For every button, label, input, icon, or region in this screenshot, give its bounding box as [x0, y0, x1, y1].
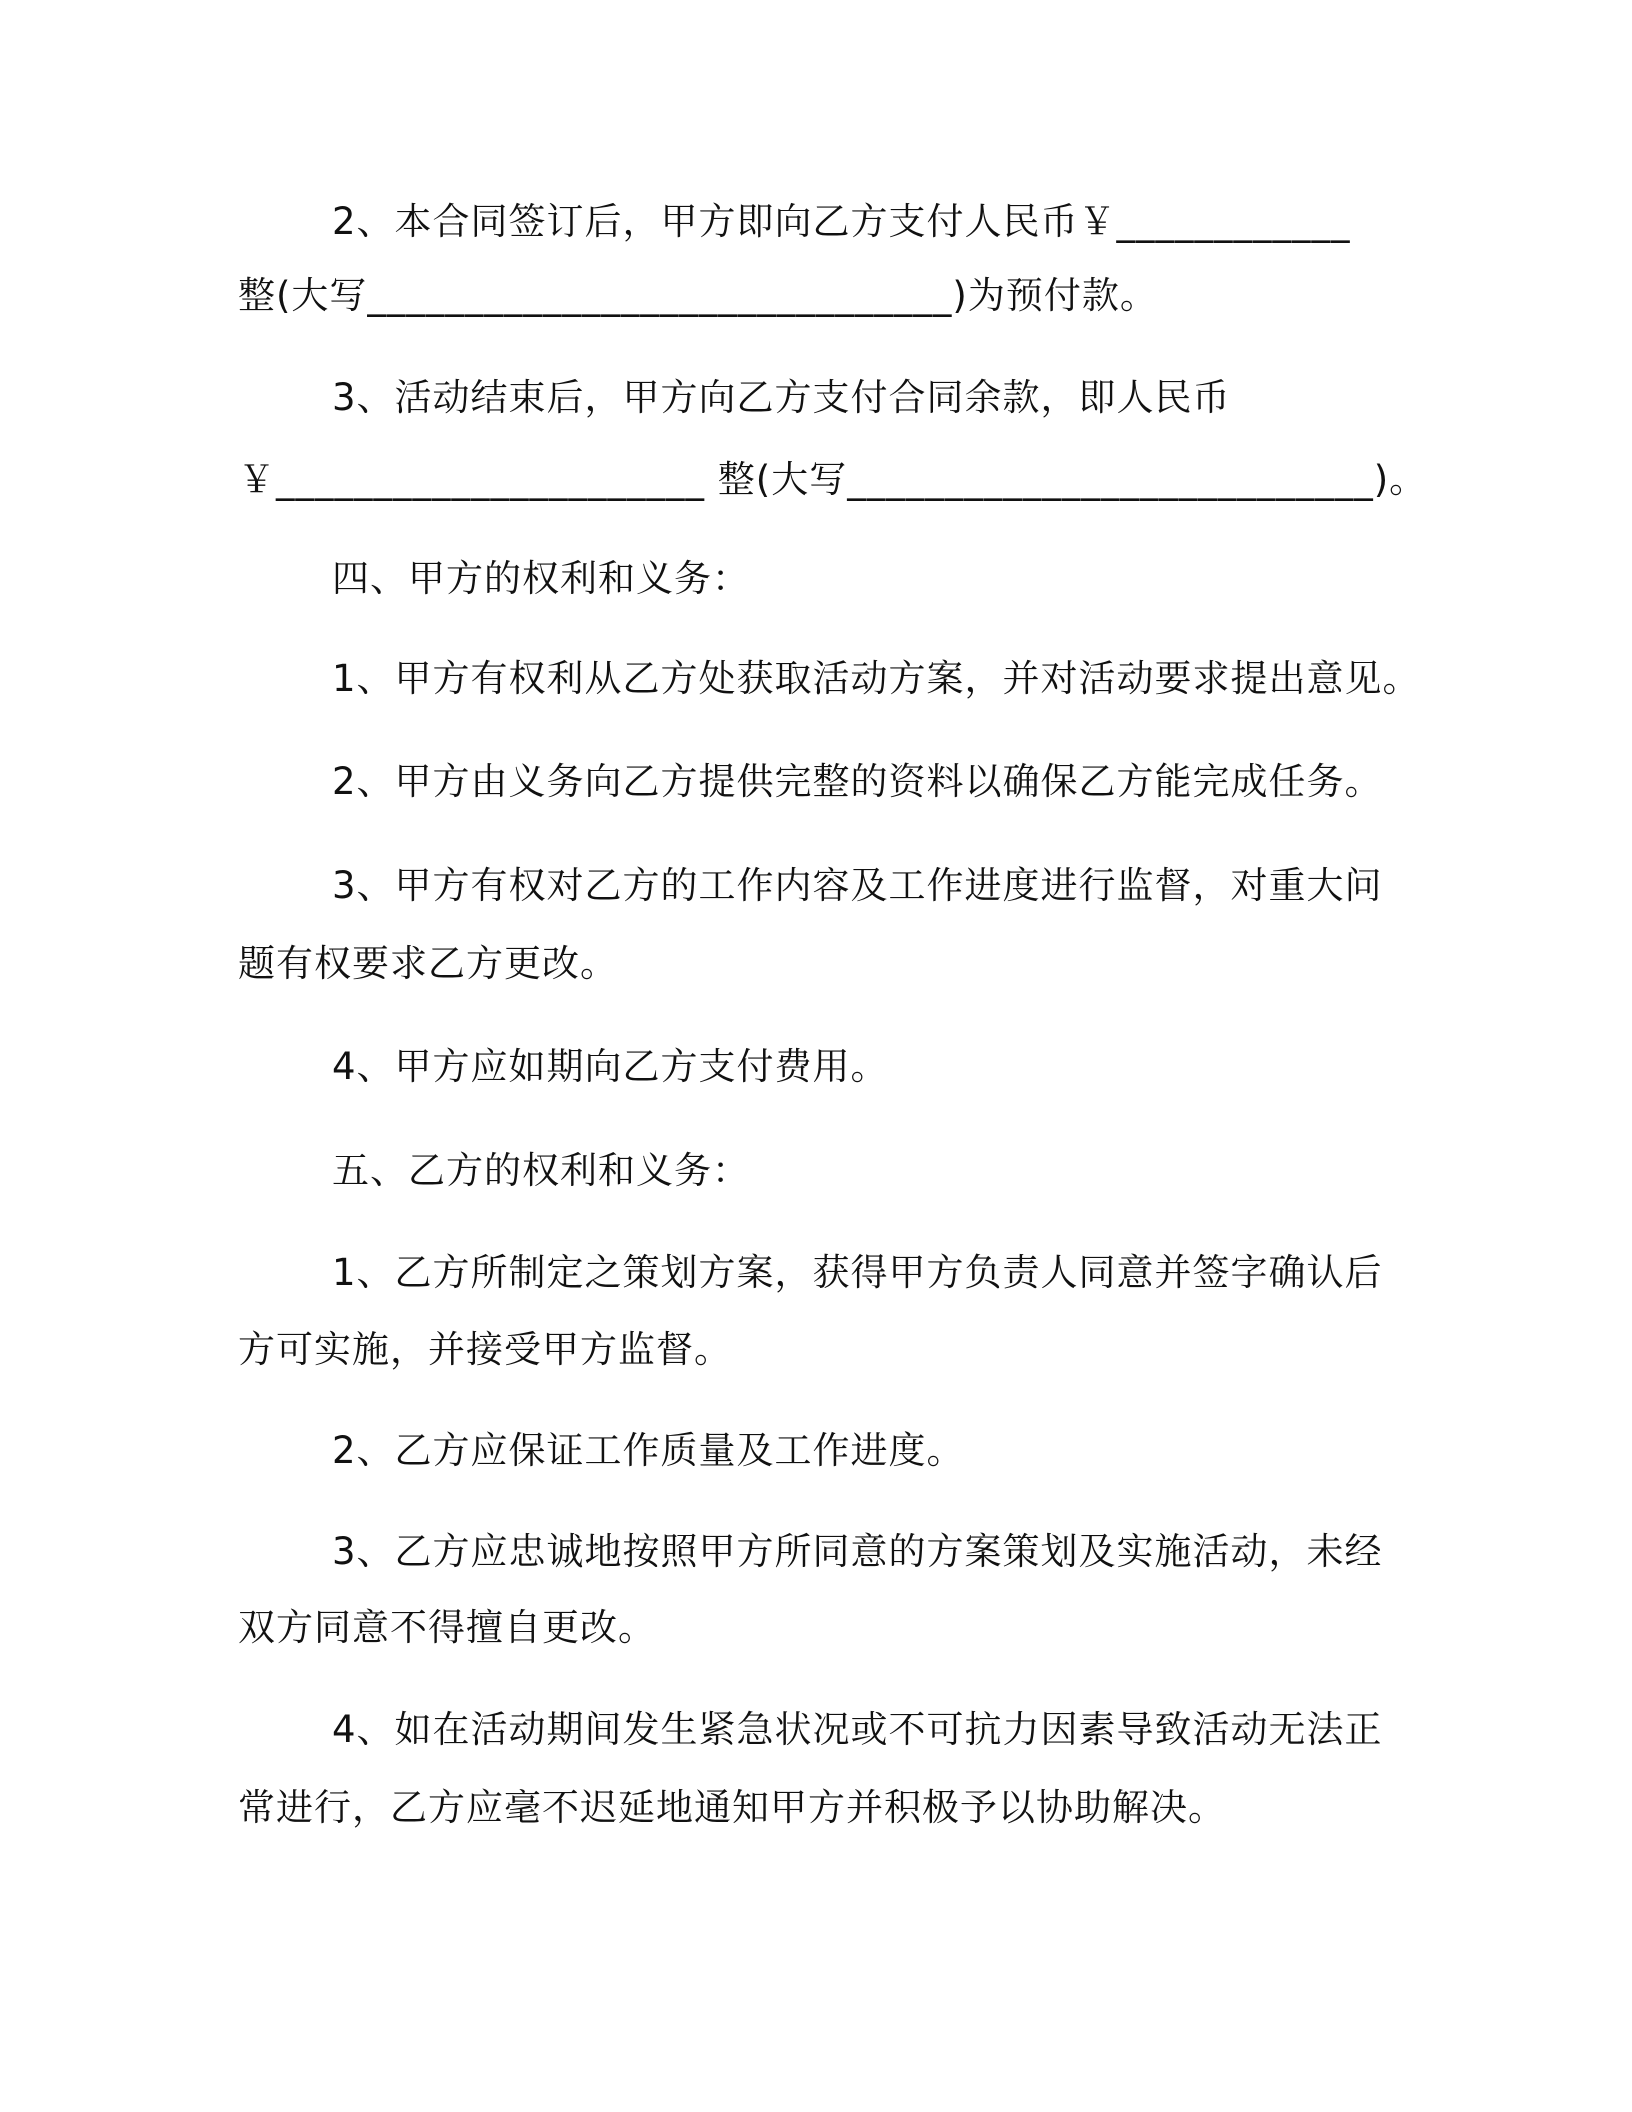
party-b-clause-1-line-2: 方可实施，并接受甲方监督。 — [238, 1328, 732, 1371]
party-a-clause-3-line-2: 题有权要求乙方更改。 — [238, 942, 618, 985]
party-a-clause-1: 1、甲方有权利从乙方处获取活动方案，并对活动要求提出意见。 — [332, 657, 1421, 700]
party-a-clause-2: 2、甲方由义务向乙方提供完整的资料以确保乙方能完成任务。 — [332, 760, 1383, 803]
party-b-clause-4-line-1: 4、如在活动期间发生紧急状况或不可抗力因素导致活动无法正 — [332, 1708, 1383, 1751]
party-b-clause-2: 2、乙方应保证工作质量及工作进度。 — [332, 1429, 965, 1472]
payment-clause-2-line-2: 整(大写______________________________)为预付款。 — [238, 274, 1158, 317]
party-a-clause-3-line-1: 3、甲方有权对乙方的工作内容及工作进度进行监督，对重大问 — [332, 864, 1383, 907]
section-heading-party-a: 四、甲方的权利和义务： — [332, 557, 750, 600]
party-b-clause-3-line-1: 3、乙方应忠诚地按照甲方所同意的方案策划及实施活动，未经 — [332, 1530, 1383, 1573]
party-b-clause-3-line-2: 双方同意不得擅自更改。 — [238, 1606, 656, 1649]
payment-clause-2-line-1: 2、本合同签订后，甲方即向乙方支付人民币￥____________ — [332, 200, 1351, 243]
party-a-clause-4: 4、甲方应如期向乙方支付费用。 — [332, 1045, 889, 1088]
section-heading-party-b: 五、乙方的权利和义务： — [332, 1149, 750, 1192]
payment-clause-3-line-2: ￥______________________ 整(大写___________________________)。 — [238, 458, 1428, 501]
payment-clause-3-line-1: 3、活动结束后，甲方向乙方支付合同余款，即人民币 — [332, 376, 1231, 419]
party-b-clause-4-line-2: 常进行，乙方应毫不迟延地通知甲方并积极予以协助解决。 — [238, 1786, 1226, 1829]
party-b-clause-1-line-1: 1、乙方所制定之策划方案，获得甲方负责人同意并签字确认后 — [332, 1251, 1383, 1294]
